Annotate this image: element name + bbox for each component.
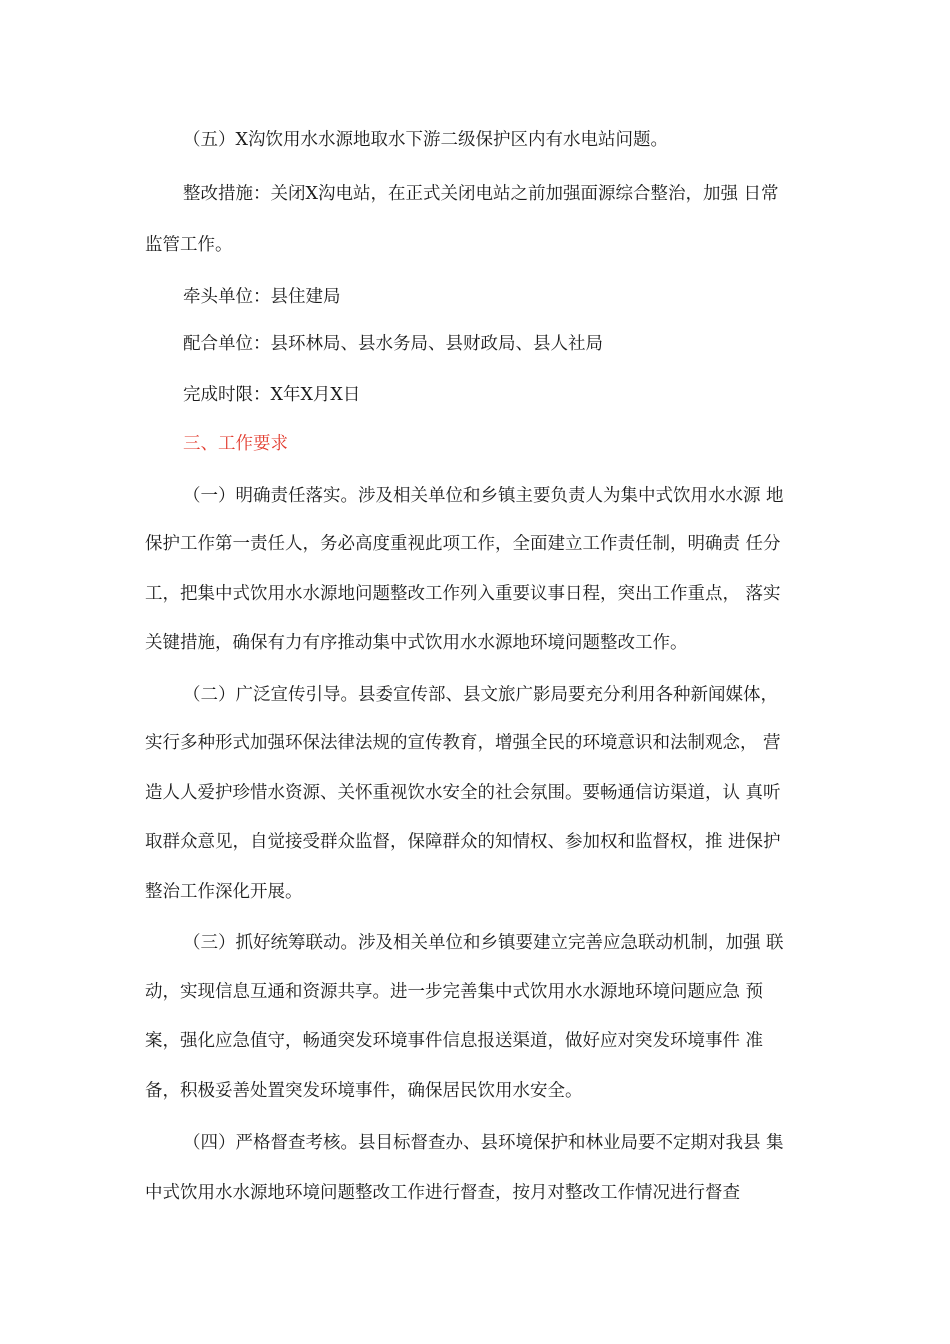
requirement2-line-2: 实行多种形式加强环保法律法规的宣传教育，增强全民的环境意识和法制观念， 营 (145, 733, 781, 753)
requirement4-line-2: 中式饮用水水源地环境问题整改工作进行督查，按月对整改工作情况进行督查 (145, 1183, 740, 1203)
requirement3-line-4: 备，积极妥善处置突发环境事件，确保居民饮用水安全。 (145, 1081, 583, 1101)
requirement2-line-4: 取群众意见，自觉接受群众监督，保障群众的知情权、参加权和监督权，推 进保护 (145, 832, 781, 852)
section5-measures-line-2: 监管工作。 (145, 235, 233, 255)
requirement2-line-3: 造人人爱护珍惜水资源、关怀重视饮水安全的社会氛围。要畅通信访渠道，认 真听 (145, 783, 781, 803)
requirement1-line-3: 工，把集中式饮用水水源地问题整改工作列入重要议事日程，突出工作重点， 落实 (145, 584, 781, 604)
section5-lead-unit: 牵头单位：县住建局 (183, 287, 341, 307)
requirement2-line-1: （二）广泛宣传引导。县委宣传部、县文旅广影局要充分利用各种新闻媒体， (183, 685, 778, 705)
requirement1-line-2: 保护工作第一责任人，务必高度重视此项工作，全面建立工作责任制，明确责 任分 (145, 534, 781, 554)
requirement3-line-1: （三）抓好统筹联动。涉及相关单位和乡镇要建立完善应急联动机制，加强 联 (183, 933, 784, 953)
section5-deadline: 完成时限：X年X月X日 (183, 385, 361, 405)
section5-cooperating-units: 配合单位：县环林局、县水务局、县财政局、县人社局 (183, 334, 603, 354)
requirement4-line-1: （四）严格督查考核。县目标督查办、县环境保护和林业局要不定期对我县 集 (183, 1133, 784, 1153)
requirement3-line-3: 案，强化应急值守，畅通突发环境事件信息报送渠道，做好应对突发环境事件 准 (145, 1031, 764, 1051)
section5-title: （五）X沟饮用水水源地取水下游二级保护区内有水电站问题。 (183, 130, 668, 150)
requirement3-line-2: 动，实现信息互通和资源共享。进一步完善集中式饮用水水源地环境问题应急 预 (145, 982, 764, 1002)
requirement1-line-4: 关键措施，确保有力有序推动集中式饮用水水源地环境问题整改工作。 (145, 633, 688, 653)
section5-measures-line-1: 整改措施：关闭X沟电站，在正式关闭电站之前加强面源综合整治，加强 日常 (183, 184, 779, 204)
requirement1-line-1: （一）明确责任落实。涉及相关单位和乡镇主要负责人为集中式饮用水水源 地 (183, 486, 784, 506)
requirement2-line-5: 整治工作深化开展。 (145, 882, 303, 902)
section3-heading: 三、工作要求 (183, 434, 288, 454)
